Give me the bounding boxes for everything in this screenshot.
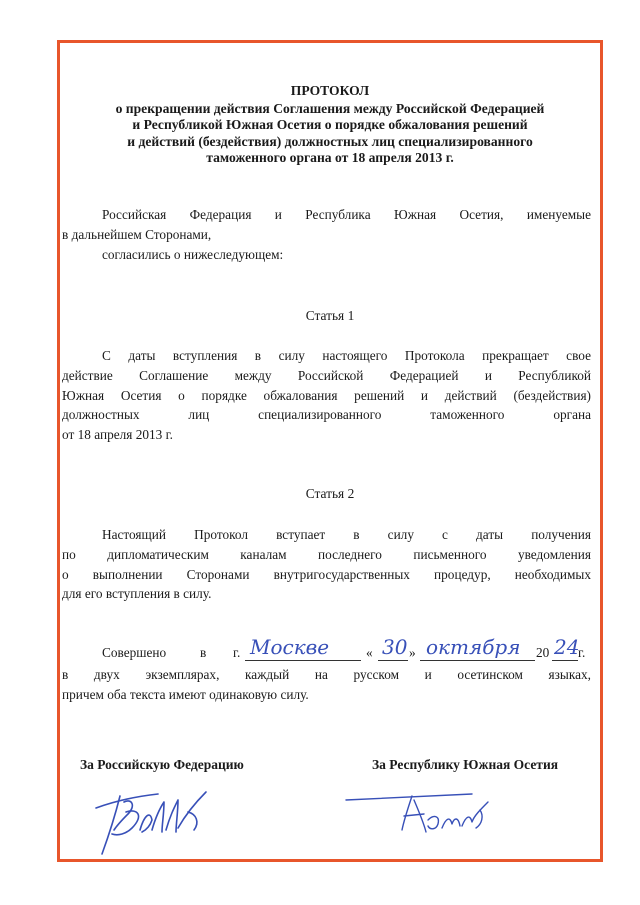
city-prefix: г. (233, 645, 241, 660)
article-line: для его вступления в силу. (62, 586, 212, 602)
year-underline (552, 660, 578, 661)
article-line: о выполнении Сторонами внутригосударственных процедур, необходимых (62, 566, 591, 582)
done-label: Совершено (102, 645, 167, 660)
city-underline (245, 660, 361, 661)
article-line: Южная Осетия о порядке обжалования решений и действий (бездействия) (62, 387, 591, 403)
signing-line: причем оба текста имеют одинаковую силу. (62, 686, 309, 702)
article-line: от 18 апреля 2013 г. (62, 427, 173, 443)
title-line: и Республикой Южная Осетия о порядке обжалования решений (132, 117, 528, 132)
year-prefix: 20 (536, 645, 550, 660)
title-line: о прекращении действия Соглашения между Российской Федерацией (115, 100, 545, 116)
article-line: по дипломатическим каналам последнего письменного уведомления (62, 546, 591, 562)
quote-open: « (366, 645, 373, 660)
preamble (62, 205, 591, 264)
handwritten-year: 24 (554, 635, 580, 659)
preamble-line: согласились о нижеследующем: (102, 246, 284, 262)
article-line: действие Соглашение между Российской Федерацией и Республикой (62, 367, 591, 383)
handwritten-city: Москве (250, 635, 330, 659)
article-line: Настоящий Протокол вступает в силу с даты получения (102, 527, 591, 542)
article-2-heading: Статья 2 (305, 486, 355, 501)
article-line: должностных лиц специализированного таможенного органа (62, 407, 591, 423)
month-underline (420, 660, 535, 661)
article-1-text (62, 346, 591, 445)
year-end: г. (578, 645, 586, 660)
signature-label-russia: За Российскую Федерацию (80, 757, 244, 772)
handwritten-month: октября (426, 635, 521, 659)
article-line: С даты вступления в силу настоящего Протокола прекращает свое (102, 348, 591, 363)
title-line: таможенного органа от 18 апреля 2013 г. (206, 150, 454, 165)
preamble-line: в дальнейшем Сторонами, (62, 226, 212, 242)
preamble-line: Российская Федерация и Республика Южная Осетия, именуемые (102, 207, 591, 222)
signing-text (62, 665, 591, 705)
signature-south-ossetia (342, 780, 502, 840)
title-heading: ПРОТОКОЛ (290, 83, 370, 98)
quote-close: » (409, 645, 416, 660)
article-2-text (62, 525, 591, 604)
article-1-heading: Статья 1 (305, 308, 355, 323)
title-line: и действий (бездействия) должностных лиц специализированного (127, 133, 533, 149)
day-underline (378, 660, 408, 661)
signature-label-south-ossetia: За Республику Южная Осетия (372, 757, 559, 772)
done-in: в (200, 645, 207, 660)
signing-place-date (62, 635, 591, 665)
signature-russia (88, 772, 228, 864)
signing-line: в двух экземплярах, каждый на русском и осетинском языках, (62, 667, 591, 682)
document-title (60, 83, 600, 167)
handwritten-day: 30 (382, 635, 408, 659)
